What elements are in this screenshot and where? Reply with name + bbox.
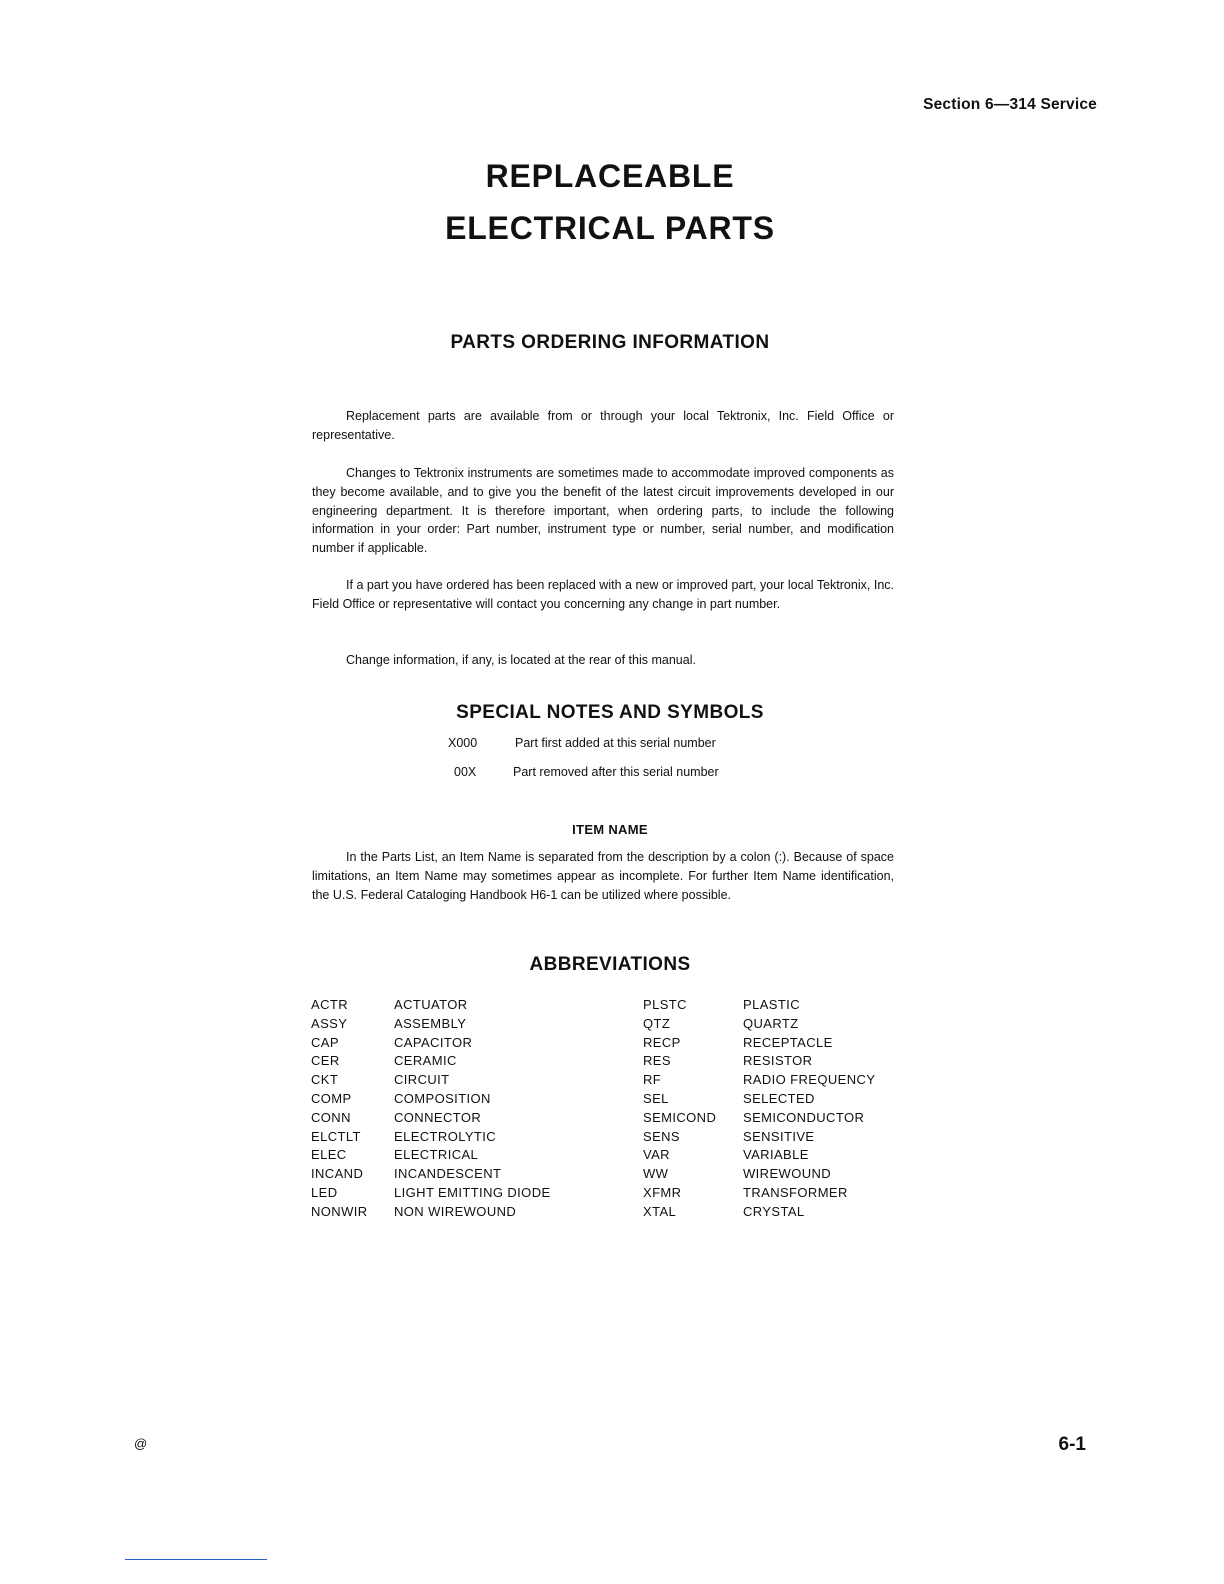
abbreviation-meaning: QUARTZ <box>743 1015 799 1031</box>
abbreviation-meaning: SEMICONDUCTOR <box>743 1109 865 1125</box>
ordering-heading: PARTS ORDERING INFORMATION <box>450 332 770 353</box>
abbreviation-code: PLSTC <box>643 997 687 1012</box>
symbol-code: X000 <box>448 736 478 750</box>
ordering-paragraph-1 <box>312 407 894 445</box>
abbreviation-meaning: CONNECTOR <box>394 1109 482 1125</box>
abbreviation-meaning: RADIO FREQUENCY <box>743 1072 876 1088</box>
abbreviation-code: RES <box>643 1053 671 1069</box>
abbreviation-meaning: INCANDESCENT <box>394 1166 502 1182</box>
abbreviation-meaning: SENSITIVE <box>743 1128 815 1144</box>
abbreviation-meaning: RECEPTACLE <box>743 1034 833 1050</box>
symbol-description: Part removed after this serial number <box>513 765 719 779</box>
abbreviation-code: QTZ <box>643 1015 671 1031</box>
special-notes-heading: SPECIAL NOTES AND SYMBOLS <box>456 702 764 723</box>
abbreviation-meaning: ASSEMBLY <box>394 1015 467 1031</box>
abbreviation-code: CER <box>311 1053 340 1069</box>
abbreviation-code: ELEC <box>311 1147 347 1163</box>
abbreviation-code: CKT <box>311 1072 339 1088</box>
abbreviation-meaning: COMPOSITION <box>394 1090 491 1106</box>
abbreviation-meaning: PLASTIC <box>743 997 800 1012</box>
abbreviation-row <box>311 1071 911 1090</box>
abbreviation-code: XFMR <box>643 1184 682 1200</box>
symbol-description: Part first added at this serial number <box>515 736 716 750</box>
abbreviation-row <box>311 1034 911 1053</box>
abbreviation-meaning: LIGHT EMITTING DIODE <box>394 1184 551 1200</box>
item-name-paragraph <box>312 848 894 904</box>
ordering-paragraph-4-text: Change information, if any, is located at the rear of this manual. <box>346 653 696 667</box>
abbreviation-code: INCAND <box>311 1166 364 1182</box>
abbreviation-code: ACTR <box>311 997 348 1012</box>
abbreviation-meaning: ACTUATOR <box>394 997 468 1012</box>
abbreviation-row <box>311 1146 911 1165</box>
abbreviation-row <box>311 1128 911 1147</box>
abbreviation-row <box>311 1015 911 1034</box>
page-number: 6-1 <box>1058 1434 1086 1455</box>
footer-mark: @ <box>134 1436 148 1451</box>
abbreviations-table <box>311 996 911 1222</box>
item-name-heading: ITEM NAME <box>572 822 648 837</box>
abbreviation-meaning: SELECTED <box>743 1090 815 1106</box>
symbol-code: 00X <box>454 765 477 779</box>
ordering-paragraph-2 <box>312 464 894 558</box>
section-header: Section 6—314 Service <box>923 96 1097 113</box>
abbreviations-heading: ABBREVIATIONS <box>529 954 691 975</box>
abbreviation-code: CAP <box>311 1034 339 1050</box>
abbreviation-code: SENS <box>643 1128 681 1144</box>
abbreviation-code: CONN <box>311 1109 351 1125</box>
abbreviation-code: XTAL <box>643 1203 677 1219</box>
abbreviation-row <box>311 996 911 1015</box>
abbreviation-code: ELCTLT <box>311 1128 361 1144</box>
abbreviation-row <box>311 1052 911 1071</box>
ordering-paragraph-4 <box>312 651 894 670</box>
abbreviation-row <box>311 1165 911 1184</box>
bottom-divider <box>125 1559 267 1560</box>
abbreviation-meaning: TRANSFORMER <box>743 1184 848 1200</box>
abbreviation-meaning: WIREWOUND <box>743 1166 832 1182</box>
page-title-line1: REPLACEABLE <box>485 158 735 194</box>
abbreviation-code: RF <box>643 1072 662 1088</box>
abbreviation-meaning: CAPACITOR <box>394 1034 473 1050</box>
abbreviation-row <box>311 1203 911 1222</box>
abbreviation-code: RECP <box>643 1034 681 1050</box>
abbreviation-code: VAR <box>643 1147 670 1163</box>
abbreviation-meaning: NON WIREWOUND <box>394 1203 517 1219</box>
abbreviation-row <box>311 1109 911 1128</box>
abbreviation-row <box>311 1090 911 1109</box>
abbreviation-meaning: CRYSTAL <box>743 1203 805 1219</box>
ordering-paragraph-3 <box>312 576 894 614</box>
abbreviation-code: LED <box>311 1184 338 1200</box>
abbreviation-code: NONWIR <box>311 1203 368 1219</box>
abbreviation-code: SEMICOND <box>643 1109 717 1125</box>
abbreviation-meaning: ELECTRICAL <box>394 1147 479 1163</box>
item-name-paragraph-text: In the Parts List, an Item Name is separated from the description by a colon (:). Because of space limitations, an Item Name may sometimes appear as incomplete. For further Item Name identification, the U.S. Federal Cataloging Handbook H6-1 can be utilized where possible. <box>312 850 894 902</box>
abbreviation-meaning: RESISTOR <box>743 1053 813 1069</box>
abbreviation-code: ASSY <box>311 1015 348 1031</box>
abbreviation-code: WW <box>643 1166 669 1182</box>
ordering-paragraph-1-text: Replacement parts are available from or through your local Tektronix, Inc. Field Office or representative. <box>312 409 894 442</box>
page-title-line2: ELECTRICAL PARTS <box>445 210 775 246</box>
abbreviation-code: COMP <box>311 1090 352 1106</box>
abbreviation-row <box>311 1184 911 1203</box>
abbreviation-meaning: CERAMIC <box>394 1053 457 1069</box>
ordering-paragraph-3-text: If a part you have ordered has been replaced with a new or improved part, your local Tektronix, Inc. Field Office or representative will contact you concerning any change in part number. <box>312 578 894 611</box>
abbreviation-meaning: VARIABLE <box>743 1147 809 1163</box>
abbreviation-code: SEL <box>643 1090 669 1106</box>
ordering-paragraph-2-text: Changes to Tektronix instruments are sometimes made to accommodate improved components as they become available, and to give you the benefit of the latest circuit improvements developed in our engineering department. It is therefore important, when ordering parts, to include the following information in your order: Part number, instrument type or number, serial number, and modification number if applicable. <box>312 466 894 556</box>
abbreviation-meaning: CIRCUIT <box>394 1072 450 1088</box>
abbreviation-meaning: ELECTROLYTIC <box>394 1128 497 1144</box>
